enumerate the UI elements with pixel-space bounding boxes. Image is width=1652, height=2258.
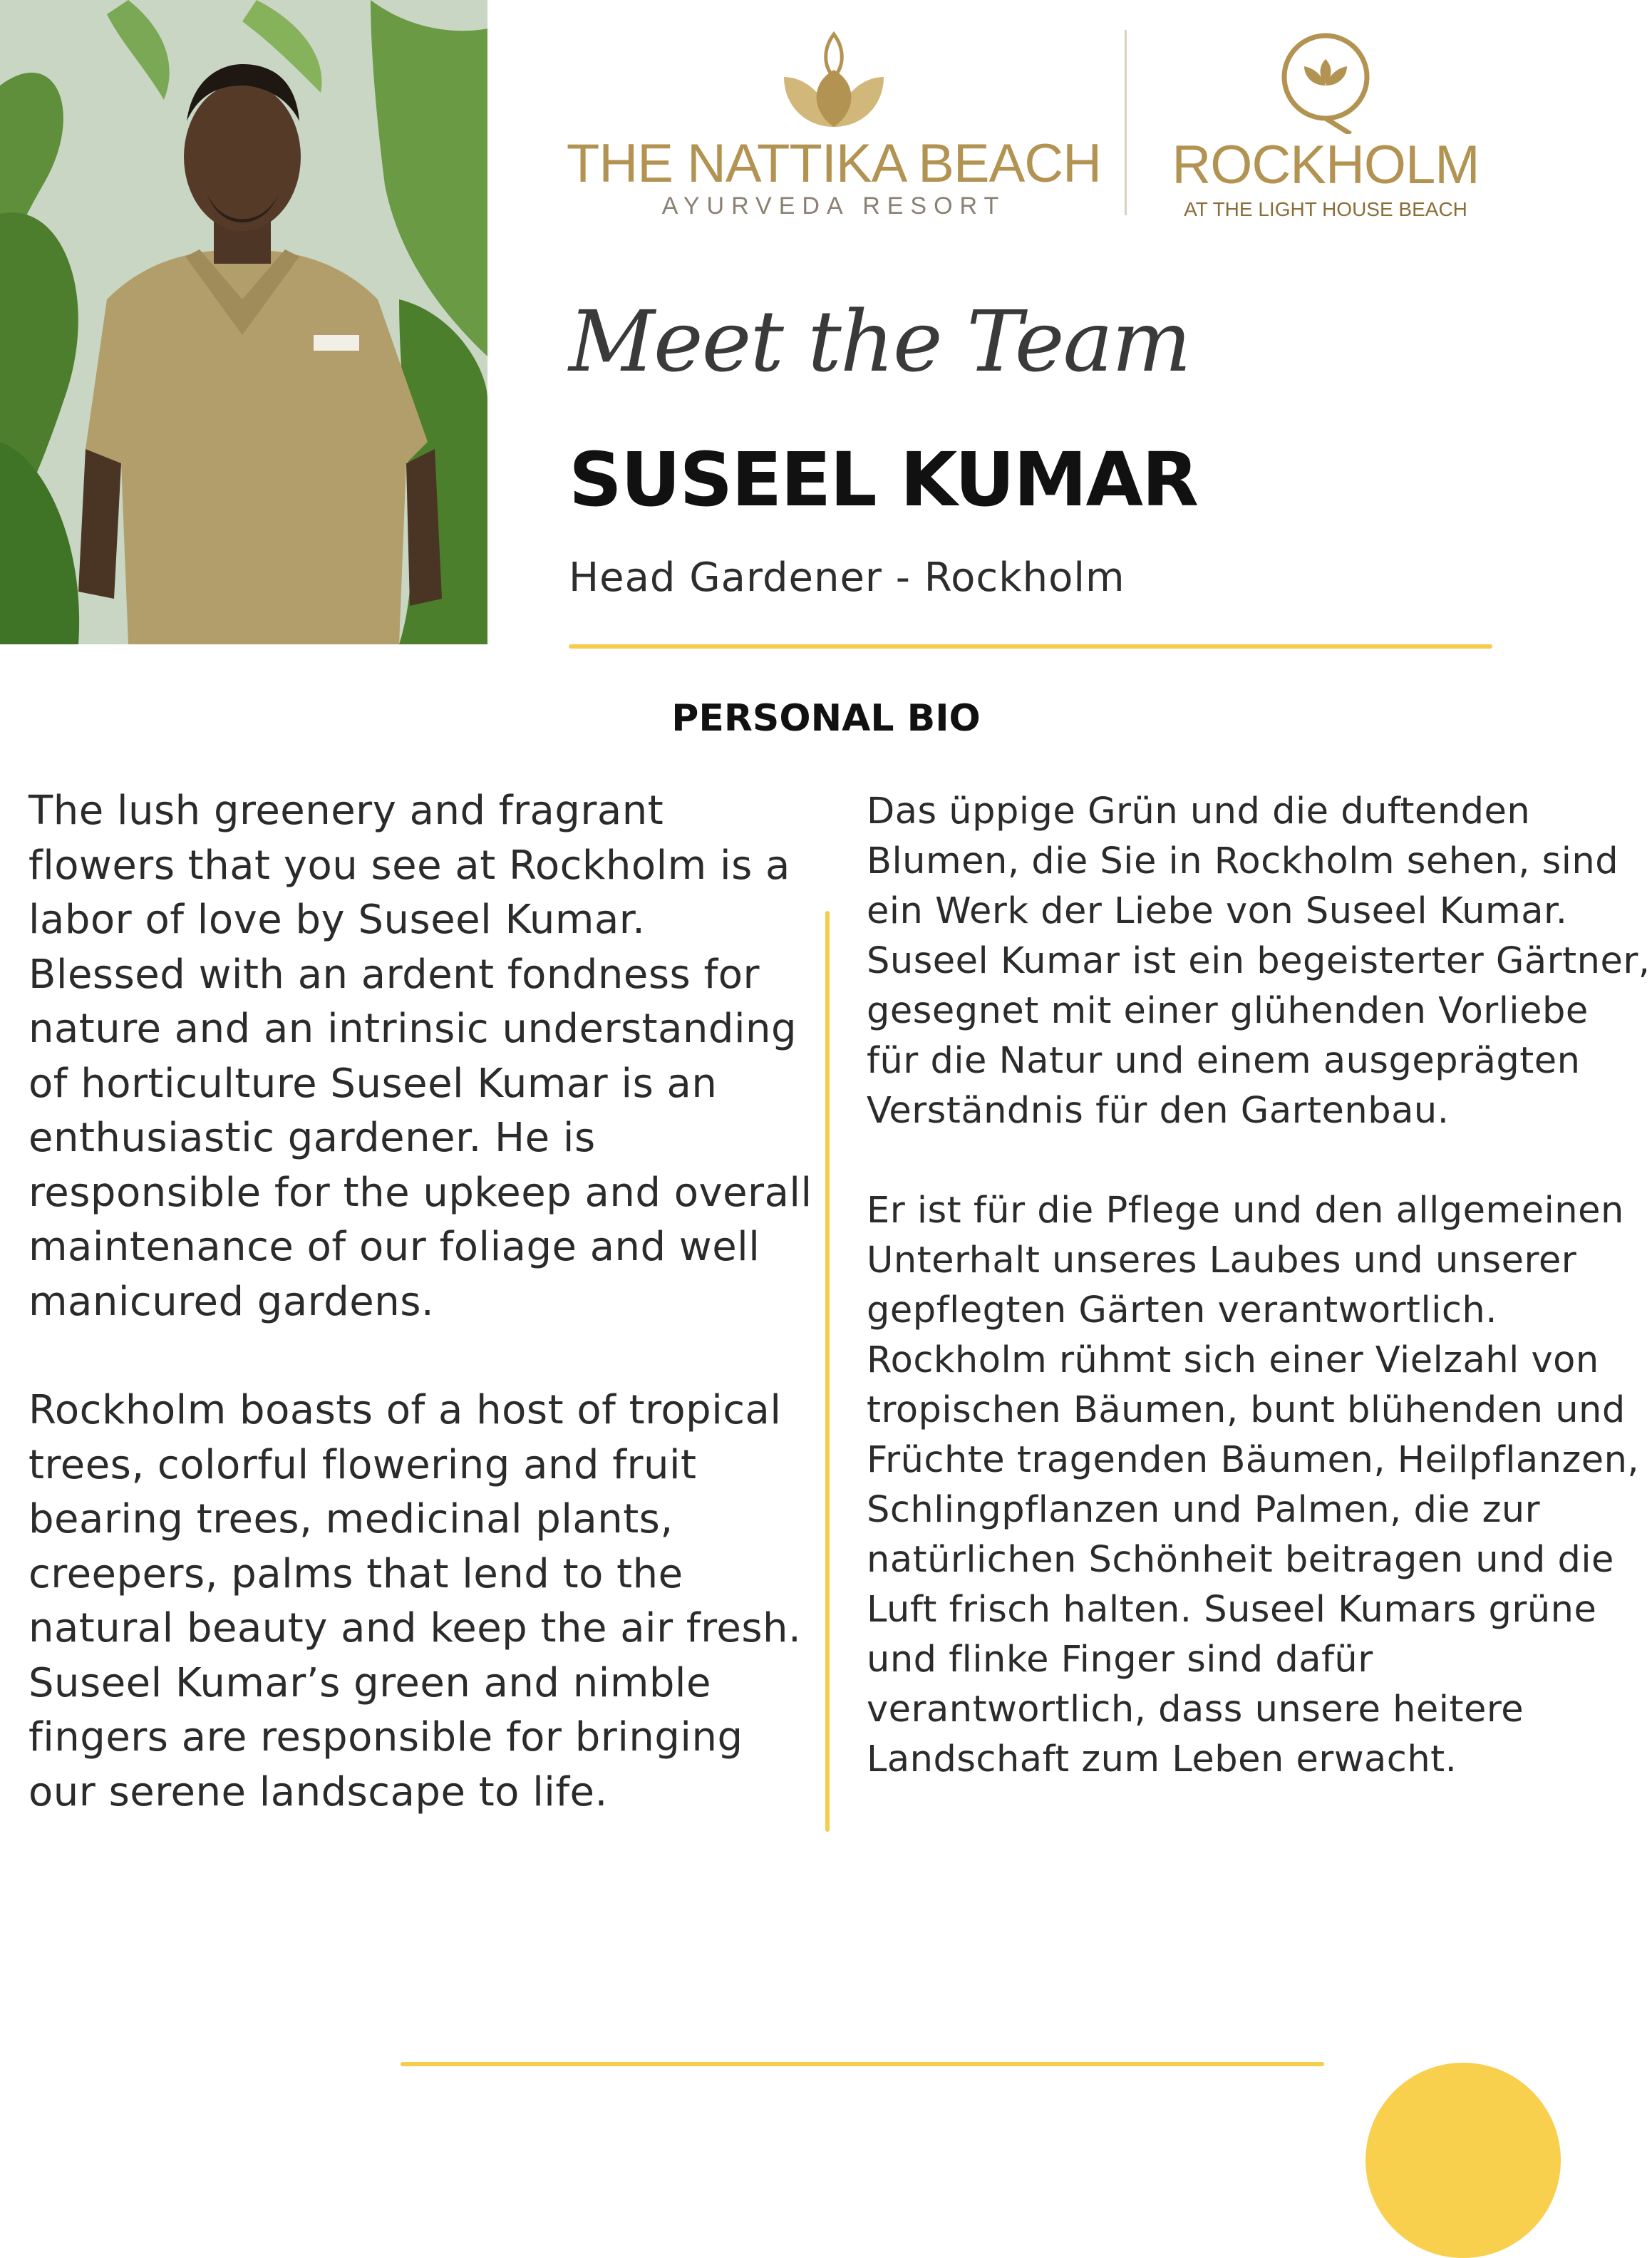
staff-portrait-photo: [0, 0, 487, 644]
rockholm-logo: [1140, 27, 1511, 227]
logo-divider: [1125, 30, 1127, 215]
nattika-brand-name: THE NATTIKA BEACH: [566, 133, 1102, 194]
bio-english-column: [29, 784, 812, 1820]
rockholm-brand-name: ROCKHOLM: [1172, 135, 1480, 195]
nattika-brand-tagline: AYURVEDA RESORT: [661, 192, 1006, 220]
footer-divider: [401, 2062, 1324, 2066]
staff-name: SUSEEL KUMAR: [569, 436, 1198, 523]
staff-role: Head Gardener - Rockholm: [569, 555, 1125, 601]
bio-german-paragraph: Das üppige Grün und die duftenden Blumen, die Sie in Rockholm sehen, sind ein Werk der Liebe von Suseel Kumar. Suseel Kumar ist ein begeisterter Gärtner, gesegnet mit einer glühenden Vorliebe für die Natur und einem ausgeprägten Verständnis für den Gartenbau.: [867, 790, 1651, 1132]
pin-lotus-icon: [1265, 27, 1386, 134]
lotus-icon: [777, 27, 891, 134]
rockholm-brand-tagline: AT THE LIGHT HOUSE BEACH: [1184, 198, 1467, 220]
bio-english-paragraph: The lush greenery and fragrant flowers that you see at Rockholm is a labor of love by Suseel Kumar. Blessed with an ardent fondness for nature and an intrinsic understanding of horticulture Suseel Kumar is an enthusiastic gardener. He is responsible for the upkeep and overall maintenance of our foliage and well manicured gardens.: [29, 788, 812, 1325]
bio-english-paragraph: Rockholm boasts of a host of tropical trees, colorful flowering and fruit bearing trees, medicinal plants, creepers, palms that lend to the natural beauty and keep the air fresh. Suseel Kumar’s green and nimble fingers are responsible for bringing our serene landscape to life.: [29, 1387, 802, 1815]
nattika-beach-logo: [563, 27, 1105, 227]
decorative-sun-circle: [1366, 2063, 1561, 2258]
column-divider: [825, 911, 830, 1832]
header-divider: [569, 644, 1492, 649]
bio-heading: [0, 697, 1652, 740]
bio-heading-text: PERSONAL BIO: [671, 697, 981, 740]
bio-german-column: [867, 787, 1651, 1785]
bio-german-paragraph: Er ist für die Pflege und den allgemeinen Unterhalt unseres Laubes und unserer gepflegten Gärten verantwortlich. Rockholm rühmt sich einer Vielzahl von tropischen Bäumen, bunt blühenden und Früchte tragenden Bäumen, Heilpflanzen, Schlingpflanzen und Palmen, die zur natürlichen Schönheit beitragen und die Luft frisch halten. Suseel Kumars grüne und flinke Finger sind dafür verantwortlich, dass unsere heitere Landschaft zum Leben erwacht.: [867, 1190, 1640, 1780]
meet-the-team-title: Meet the Team: [569, 292, 1190, 391]
